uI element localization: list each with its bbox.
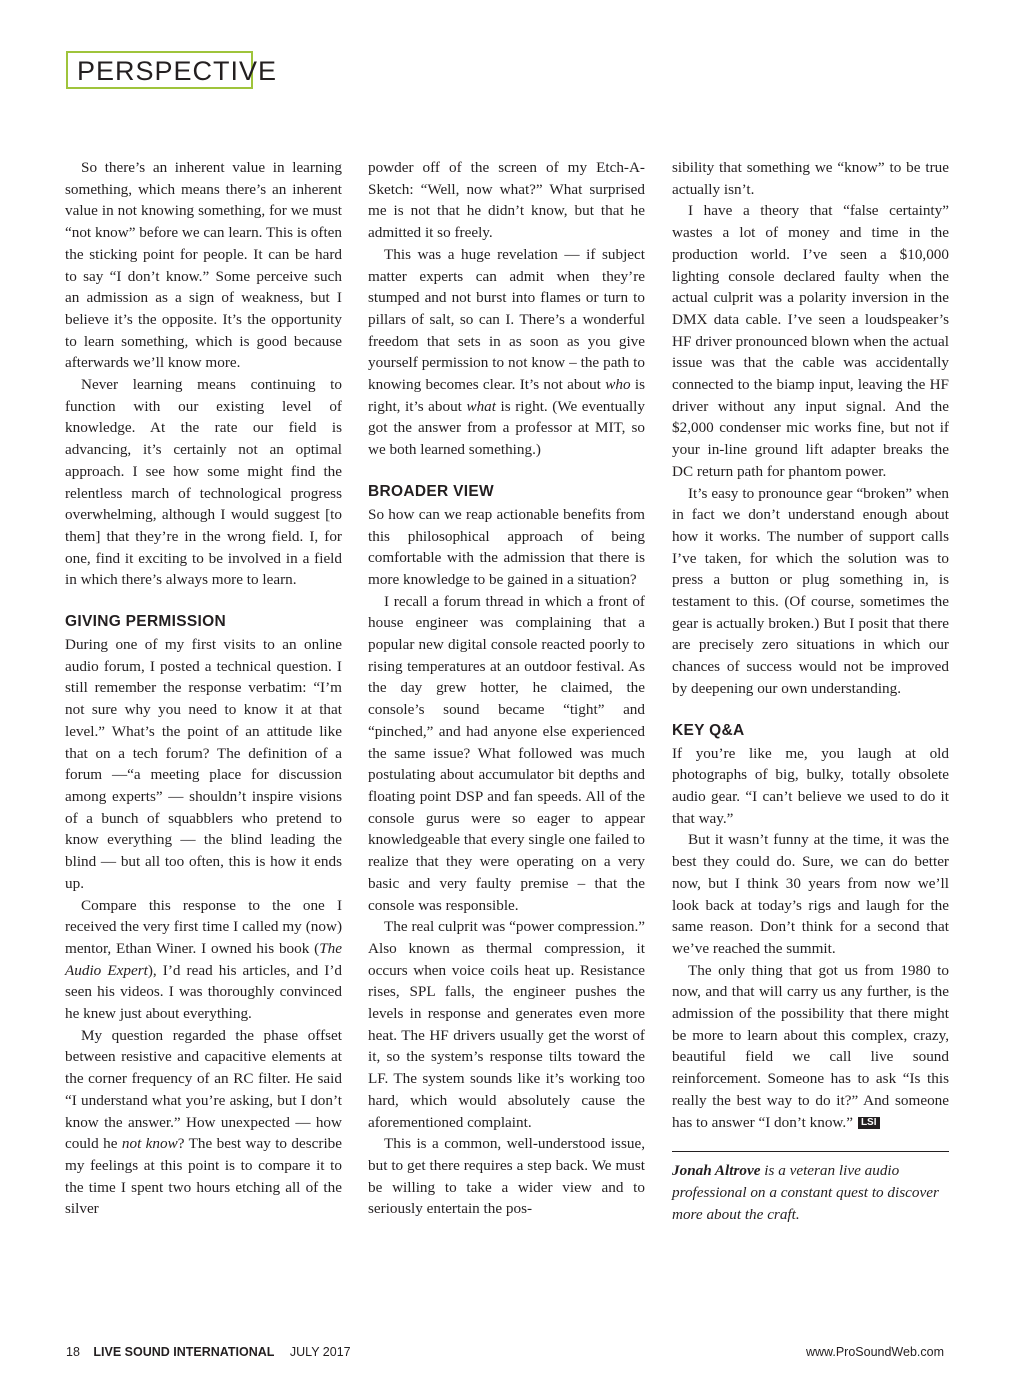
article-column-1 [65, 157, 342, 1220]
paragraph: powder off of the screen of my Etch-A-Sketch: “Well, now what?” What surprised me is not that he didn’t know, but that he admitted it so freely. [368, 159, 645, 242]
paragraph: So there’s an inherent value in learning something, which means there’s an inherent value in not knowing something, for we must “not know” before we can learn. This is often the sticking point for people. It can be hard to say “I don’t know.” Some perceive such an admission as a sign of weakness, but I believe it’s the opposite. It’s the opportunity to learn something, which is good because afterwards we’ll know more. [65, 159, 342, 372]
section-heading: BROADER VIEW [368, 482, 494, 500]
paragraph: Compare this response to the one I received the very first time I called my (now) mentor, Ethan Winer. I owned his book (The Audio Expert), I’d read his articles, and I’d seen his videos. I was thoroughly convinced he knew just about everything. [65, 896, 342, 1023]
paragraph: Never learning means continuing to function with our existing level of knowledge. At the rate our field is advancing, it’s certainly not an optimal approach. I see how some might find the relentless march of technological progress overwhelming, although I would suggest [to them] that they’re in the wrong field. I, for one, find it exciting to be involved in a field in which there’s always more to learn. [65, 376, 342, 589]
paragraph: sibility that something we “know” to be true actually isn’t. [672, 159, 949, 198]
paragraph: This is a common, well-understood issue, but to get there requires a step back. We must be willing to take a wider view and to seriously entertain the pos- [368, 1135, 645, 1218]
footer-website[interactable]: www.ProSoundWeb.com [805, 1345, 944, 1359]
paragraph: During one of my first visits to an online audio forum, I posted a technical question. I still remember the response verbatim: “I’m not sure why you need to know it at that level.” What’s the point of an attitude like that on a tech forum? The definition of a forum —“a meeting place for discussion among experts” — shouldn’t inspire visions of a bunch of squabblers who pretend to know everything — the blind leading the blind — but all too often, this is how it ends up. [65, 636, 342, 892]
paragraph: My question regarded the phase offset between resistive and capacitive elements at the corner frequency of an RC filter. He said “I understand what you’re asking, but I don’t know the answer.” How unexpected — how could he not know? The best way to describe my feelings at this point is to compare it to the time I spent two hours etching all of the silver [65, 1026, 342, 1218]
author-bio: Jonah Altrove is a veteran live audio professional on a constant quest to discover more about the craft. [672, 1162, 939, 1223]
paragraph: So how can we reap actionable benefits from this philosophical approach of being comfortable with the admission that there is more knowledge to be gained in a situation? [368, 505, 645, 588]
bio-divider [672, 1151, 949, 1152]
page-number: 18 [66, 1345, 80, 1359]
footer-publication [66, 1345, 351, 1359]
end-mark-badge: LSI [858, 1117, 880, 1129]
paragraph: The real culprit was “power compression.” Also known as thermal compression, it occurs when voice coils heat up. Resistance rises, SPL falls, the engineer pushes the levels in response and generates even more heat. The HF drivers usually get the worst of it, so the system’s response tilts toward the LF. The system sounds like it’s working too hard, which would absolutely cause the aforementioned complaint. [368, 918, 645, 1131]
paragraph: It’s easy to pronounce gear “broken” when in fact we don’t understand enough about how it works. The number of support calls I’ve taken, for which the solution was to press a button or plug something in, is testament to this. (Of course, sometimes the gear is actually broken.) But I posit that there are precisely zero situations in which our chances of success would not be improved by deepening our own understanding. [672, 484, 949, 697]
paragraph: This was a huge revelation — if subject matter experts can admit when they’re stumped and not burst into flames or turn to pillars of salt, so can I. There’s a wonderful freedom that sets in as soon as you give yourself permission to not know – the path to knowing becomes clear. It’s not about who is right, it’s about what is right. (We eventually got the answer from a professor at MIT, so we both learned something.) [368, 245, 645, 459]
section-tag: PERSPECTIVE [66, 51, 253, 89]
author-name: Jonah Altrove [672, 1162, 761, 1180]
magazine-name: LIVE SOUND INTERNATIONAL [93, 1345, 275, 1359]
paragraph: I have a theory that “false certainty” wastes a lot of money and time in the production world. I’ve seen a $10,000 lighting console declared faulty when the actual culprit was a polarity inversion in the DMX data cable. I’ve seen a loudspeaker’s HF driver pronounced blown when the actual issue was that the cable was accidentally connected to the biamp input, leaving the HF driver without any input signal. And the $2,000 condenser mic works fine, but not if your in-line ground lift adapter breaks the DC return path for phantom power. [672, 202, 949, 480]
book-title: The Audio Expert [65, 939, 342, 979]
paragraph: I recall a forum thread in which a front of house engineer was complaining that a popular new digital console reacted poorly to rising temperatures at an outdoor festival. As the day grew hotter, he claimed, the console’s sound became “tight” and “pinched,” and had anyone else experienced the same issue? What followed was much postulating about accumulator bit depths and floating point DSP and fan speeds. All of the console gurus were so eager to appear knowledgeable that every single one failed to realize that they were operating on a very basic and very faulty premise – that the console was responsible. [368, 592, 645, 914]
paragraph: If you’re like me, you laugh at old photographs of big, bulky, totally obsolete audio gear. “I can’t believe we used to do it that way.” [672, 744, 949, 827]
paragraph: But it wasn’t funny at the time, it was the best they could do. Sure, we can do better now, but I think 30 years from now we’ll look back at today’s rigs and laugh for the same reason. Don’t think for a second that we’ve reached the summit. [672, 831, 949, 957]
article-column-3 [672, 157, 949, 1225]
article-column-2 [368, 157, 645, 1220]
paragraph: The only thing that got us from 1980 to now, and that will carry us any further, is the admission of the possibility that there might be more to learn about this complex, crazy, beautiful field we call live sound reinforcement. Someone has to ask “Is this really the best way to do it?” And someone has to answer “I don’t know.” LSI [672, 961, 949, 1131]
issue-date: JULY 2017 [289, 1345, 351, 1359]
section-heading: GIVING PERMISSION [65, 613, 226, 631]
section-heading: KEY Q&A [672, 721, 745, 739]
